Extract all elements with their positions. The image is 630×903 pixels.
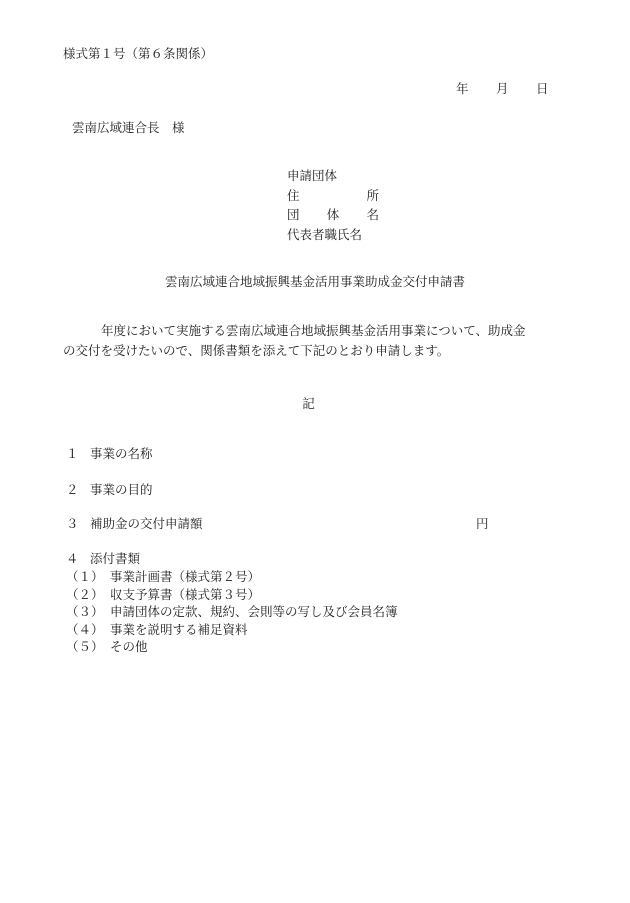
attachment-number: （５） <box>66 639 104 654</box>
applicant-heading: 申請団体 <box>287 168 338 183</box>
item-number: ２ <box>66 482 79 497</box>
address-char-1: 住 <box>287 187 300 203</box>
date-line <box>456 80 549 98</box>
list-item <box>66 568 398 586</box>
item-number: ３ <box>66 516 79 531</box>
applicant-block <box>287 166 379 244</box>
date-day-label: 日 <box>536 81 549 96</box>
body-line-1: 年度において実施する雲南広域連合地域振興基金活用事業について、助成金 <box>101 323 526 338</box>
list-item <box>66 621 398 639</box>
form-number: 様式第１号（第６条関係） <box>63 46 214 61</box>
body-line-2: の交付を受けたいので、関係書類を添えて下記のとおり申請します。 <box>63 343 450 358</box>
item-requested-amount <box>66 515 496 533</box>
attachment-number: （２） <box>66 586 104 602</box>
item-number: １ <box>66 446 79 461</box>
yen-unit: 円 <box>476 516 489 531</box>
attachment-number: （４） <box>66 621 104 637</box>
attachment-list <box>66 568 398 656</box>
attachment-label: 事業計画書（様式第２号） <box>110 569 261 584</box>
date-month-label: 月 <box>496 81 509 96</box>
list-item <box>66 638 398 656</box>
item-label: 補助金の交付申請額 <box>90 516 203 531</box>
item-label: 添付書類 <box>90 551 141 566</box>
attachment-label: 収支予算書（様式第３号） <box>110 586 261 602</box>
attachment-number: （３） <box>66 604 104 619</box>
document-title: 雲南広域連合地域振興基金活用事業助成金交付申請書 <box>164 274 465 289</box>
org-char-2: 体 <box>326 207 340 222</box>
attachment-label: 事業を説明する補足資料 <box>110 621 248 637</box>
applicant-org-name-label <box>287 205 379 225</box>
attachment-number: （１） <box>66 569 104 584</box>
list-item <box>66 603 398 621</box>
item-number: ４ <box>66 551 79 566</box>
addressee: 雲南広域連合長 様 <box>72 120 185 135</box>
attachment-label: その他 <box>110 639 148 654</box>
org-char-3: 名 <box>366 207 379 222</box>
item-project-purpose <box>66 481 153 499</box>
address-char-2: 所 <box>366 187 379 203</box>
item-project-name <box>66 445 153 463</box>
applicant-representative-label: 代表者職氏名 <box>287 226 363 242</box>
item-attachments <box>66 550 140 568</box>
list-item <box>66 586 398 604</box>
org-char-1: 団 <box>287 207 300 222</box>
body-text <box>63 321 568 361</box>
applicant-address-label <box>287 186 379 206</box>
item-label: 事業の目的 <box>90 482 153 497</box>
item-label: 事業の名称 <box>90 446 153 461</box>
ki-heading: 記 <box>302 396 315 411</box>
attachment-label: 申請団体の定款、規約、会則等の写し及び会員名簿 <box>110 604 398 619</box>
date-year-label: 年 <box>456 81 469 96</box>
